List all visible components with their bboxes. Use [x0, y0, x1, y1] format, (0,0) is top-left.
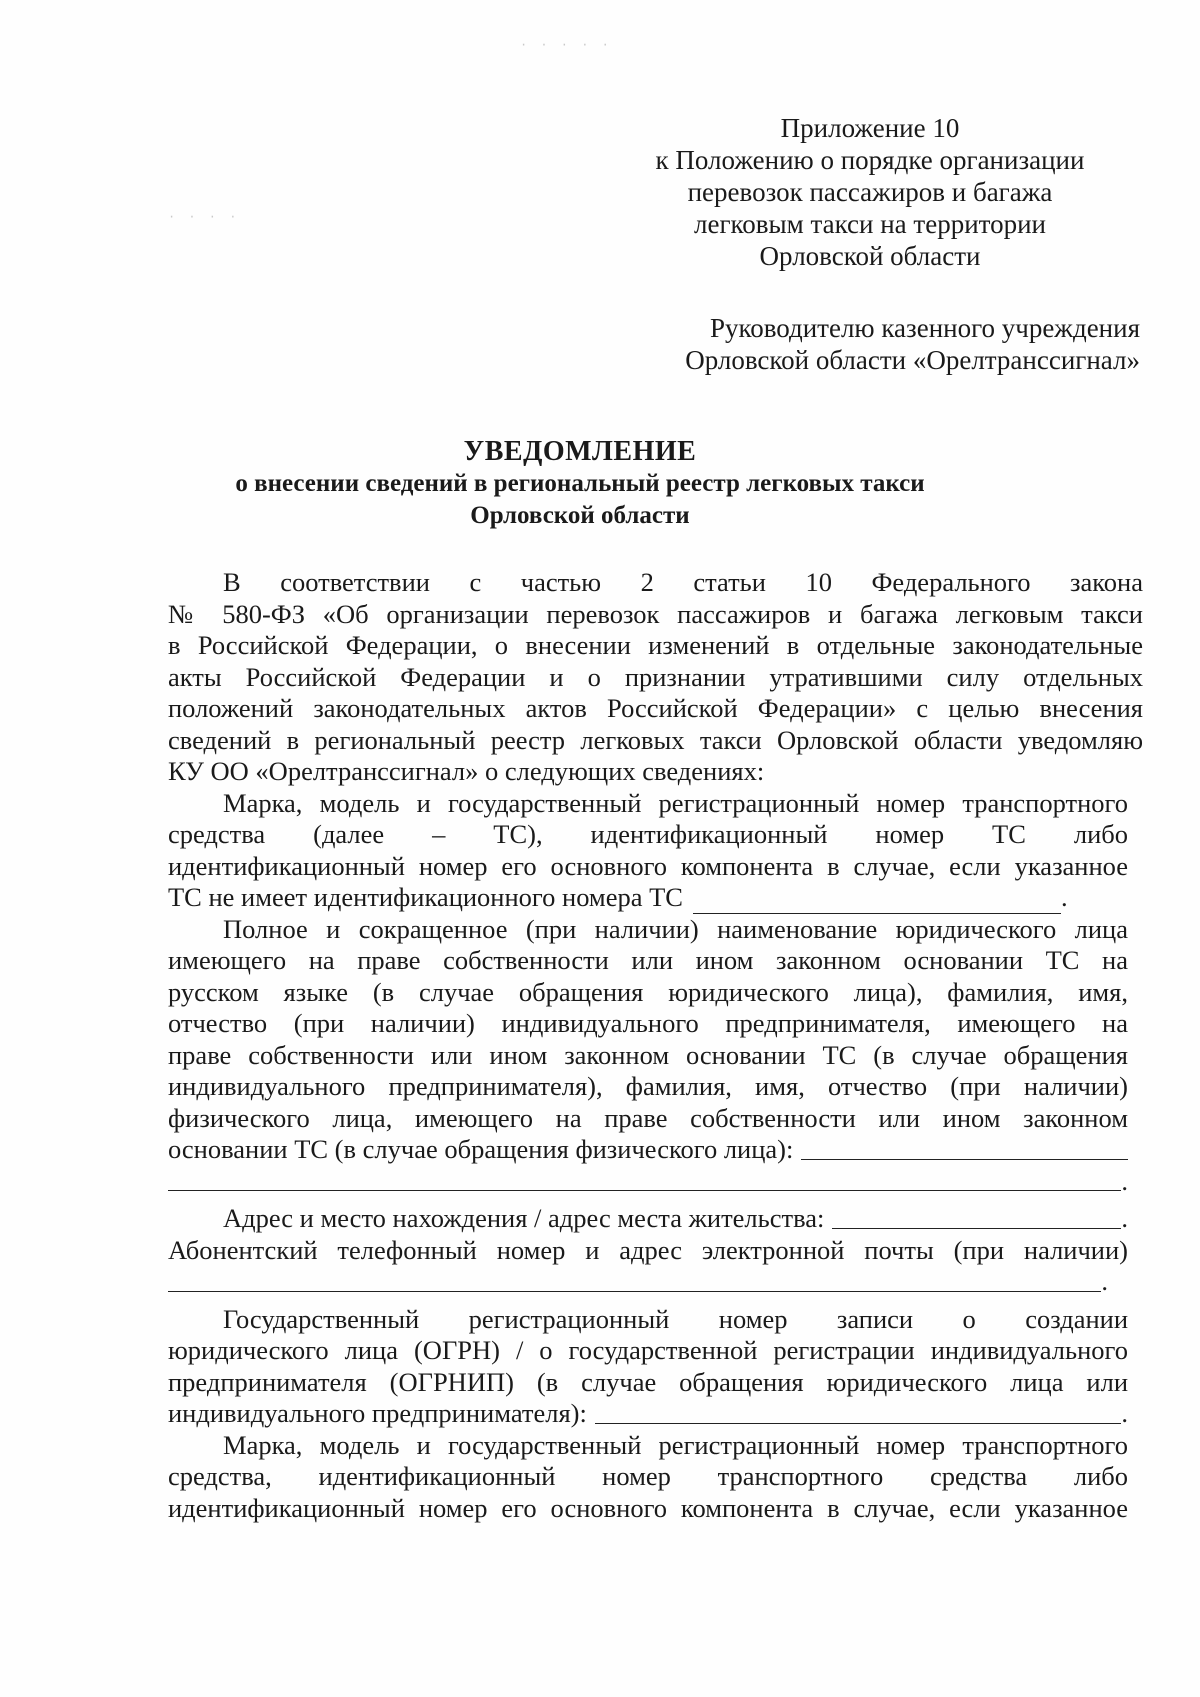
text-line: в Российской Федерации, о внесении изменений в отдельные законодательные — [168, 630, 1143, 660]
period: . — [1060, 882, 1068, 912]
period: . — [1121, 1398, 1128, 1428]
appendix-block — [640, 112, 1100, 272]
owner-name-field-continued[interactable] — [168, 1168, 1121, 1191]
appendix-line: Орловской области — [759, 241, 981, 271]
text-line-with-field — [168, 1398, 1128, 1430]
text-line: В соответствии с частью 2 статьи 10 Федерального закона — [223, 567, 1143, 597]
owner-name-field[interactable] — [801, 1137, 1128, 1160]
title-subtitle: о внесении сведений в региональный реестр легковых такси — [235, 470, 925, 497]
text-line-with-field — [168, 1134, 1128, 1166]
text-line: сведений в региональный реестр легковых такси Орловской области уведомляю — [168, 724, 1143, 755]
title-subtitle: Орловской области — [470, 502, 690, 529]
text-line: отчество (при наличии) индивидуального предпринимателя, имеющего на — [168, 1008, 1128, 1038]
text-line: предпринимателя (ОГРНИП) (в случае обращения юридического лица или — [168, 1366, 1128, 1397]
addressee-block — [540, 312, 1140, 376]
scan-noise: · · · · · — [520, 38, 612, 52]
text-line: Марка, модель и государственный регистрационный номер транспортного — [223, 787, 1128, 818]
text-line: имеющего на праве собственности или ином законном основании ТС на — [168, 945, 1128, 975]
field-label: индивидуального предпринимателя): — [168, 1398, 587, 1428]
paragraph-registration — [168, 1304, 1128, 1430]
text-line: акты Российской Федерации и о признании утратившими силу отдельных — [168, 661, 1143, 692]
paragraph-vehicle-2 — [168, 1430, 1128, 1525]
contact-field[interactable] — [168, 1269, 1101, 1292]
field-label: основании ТС (в случае обращения физического лица): — [168, 1134, 794, 1164]
text-line: Марка, модель и государственный регистрационный номер транспортного — [223, 1429, 1128, 1460]
field-label: ТС не имеет идентификационного номера ТС — [168, 882, 683, 912]
text-line: Полное и сокращенное (при наличии) наименование юридического лица — [223, 913, 1128, 944]
paragraph-address — [168, 1203, 1128, 1298]
text-line-with-field — [168, 1166, 1128, 1198]
period: . — [1101, 1266, 1108, 1296]
period: . — [1121, 1203, 1128, 1233]
paragraph-intro — [168, 567, 1143, 788]
paragraph-owner — [168, 914, 1128, 1198]
text-line: Абонентский телефонный номер и адрес электронной почты (при наличии) — [168, 1234, 1128, 1265]
text-line: средства, идентификационный номер транспортного средства либо — [168, 1461, 1128, 1491]
addressee-line: Руководителю казенного учреждения — [709, 313, 1140, 343]
text-line-with-field — [168, 1266, 1108, 1298]
text-line: средства (далее – ТС), идентификационный номер ТС либо — [168, 819, 1128, 849]
text-line: КУ ОО «Орелтранссигнал» о следующих сведениях: — [168, 756, 765, 786]
ogrn-field[interactable] — [595, 1401, 1122, 1424]
scan-noise: · · · · — [168, 210, 240, 224]
appendix-line: перевозок пассажиров и багажа — [687, 177, 1053, 207]
addressee-line: Орловской области «Орелтранссигнал» — [685, 345, 1140, 375]
text-line: идентификационный номер его основного компонента в случае, если указанное — [168, 850, 1128, 881]
text-line: физического лица, имеющего на праве собственности или ином законном — [168, 1102, 1128, 1133]
document-body — [168, 567, 1143, 1524]
text-line-with-field — [168, 1203, 1128, 1235]
text-line: положений законодательных актов Российской Федерации» с целью внесения — [168, 693, 1143, 723]
text-line: праве собственности или ином законном основании ТС (в случае обращения — [168, 1039, 1128, 1070]
appendix-line: к Положению о порядке организации — [655, 145, 1085, 175]
text-line: юридического лица (ОГРН) / о государственной регистрации индивидуального — [168, 1335, 1128, 1365]
text-line: № 580-ФЗ «Об организации перевозок пассажиров и багажа легковым такси — [168, 598, 1143, 629]
address-field[interactable] — [832, 1206, 1121, 1229]
vehicle-id-field[interactable] — [693, 891, 1061, 914]
field-label: Адрес и место нахождения / адрес места жительства: — [223, 1203, 825, 1233]
text-line: Государственный регистрационный номер записи о создании — [223, 1303, 1128, 1334]
text-line: идентификационный номер его основного компонента в случае, если указанное — [168, 1492, 1128, 1523]
period: . — [1121, 1165, 1128, 1196]
appendix-line: легковым такси на территории — [693, 209, 1046, 239]
appendix-line: Приложение 10 — [780, 113, 960, 143]
paragraph-vehicle — [168, 788, 1128, 914]
title-main: УВЕДОМЛЕНИЕ — [463, 436, 697, 467]
document-title — [160, 436, 1000, 532]
text-line: русском языке (в случае обращения юридического лица), фамилия, имя, — [168, 976, 1128, 1007]
text-line-with-field — [168, 882, 1128, 914]
text-line: индивидуального предпринимателя), фамилия, имя, отчество (при наличии) — [168, 1071, 1128, 1101]
